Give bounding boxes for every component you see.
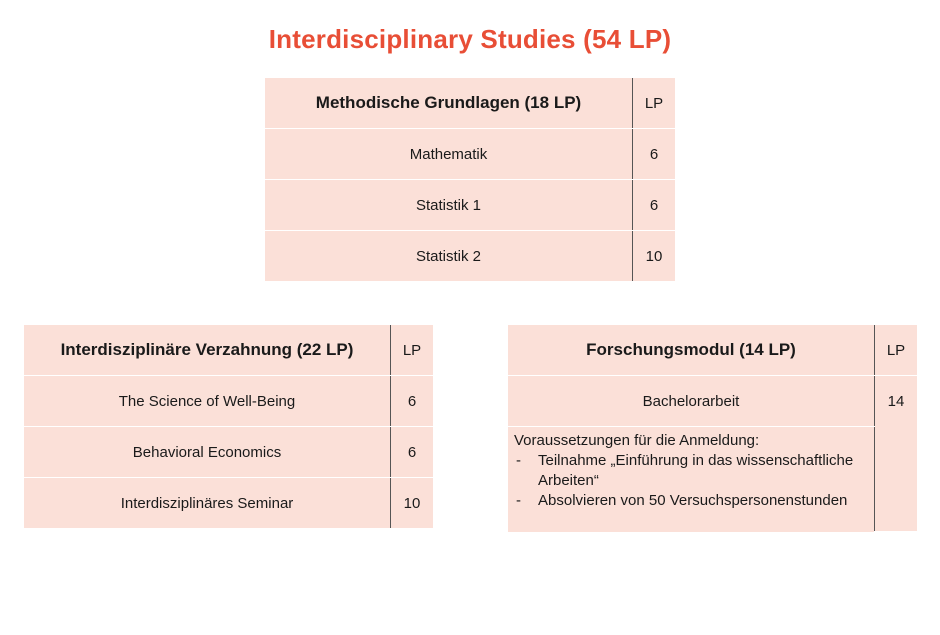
- module-table-interdisziplinaere-verzahnung: [24, 325, 433, 528]
- course-lp: 6: [391, 427, 434, 478]
- course-lp: 6: [633, 129, 676, 180]
- requirements-intro: Voraussetzungen für die Anmeldung:: [514, 432, 760, 449]
- table-row: [24, 427, 433, 478]
- course-name: The Science of Well-Being: [24, 376, 391, 427]
- table-header-row: [508, 325, 917, 376]
- table-row: [265, 180, 675, 231]
- course-lp: 10: [633, 231, 676, 282]
- course-name: Behavioral Economics: [24, 427, 391, 478]
- course-name: Statistik 1: [265, 180, 633, 231]
- module-heading: Methodische Grundlagen (18 LP): [265, 78, 633, 129]
- lp-column-header: LP: [633, 78, 676, 129]
- table-row: [508, 376, 917, 427]
- course-lp: 6: [391, 376, 434, 427]
- table-header-row: [24, 325, 433, 376]
- table-row: [24, 376, 433, 427]
- page-title: Interdisciplinary Studies (54 LP): [268, 24, 672, 54]
- requirement-item: - Teilnahme „Einführung in das wissenschaftliche Arbeiten“: [514, 451, 866, 491]
- course-lp: 14: [875, 376, 918, 532]
- requirement-item: - Absolvieren von 50 Versuchspersonenstunden: [514, 491, 866, 511]
- requirements-list: [514, 451, 866, 511]
- course-lp: 10: [391, 478, 434, 529]
- module-heading: Interdisziplinäre Verzahnung (22 LP): [24, 325, 391, 376]
- table-header-row: [265, 78, 675, 129]
- lp-column-header: LP: [391, 325, 434, 376]
- module-table-methodische-grundlagen: [265, 78, 675, 281]
- course-lp: 6: [633, 180, 676, 231]
- table-row: [265, 231, 675, 282]
- module-heading: Forschungsmodul (14 LP): [508, 325, 875, 376]
- course-name: Bachelorarbeit: [508, 376, 875, 427]
- table-row: [24, 478, 433, 529]
- module-table-forschungsmodul: [508, 325, 917, 532]
- table-row: [265, 129, 675, 180]
- requirements-cell: [508, 427, 875, 532]
- course-name: Statistik 2: [415, 247, 482, 265]
- course-name: Interdisziplinäres Seminar: [120, 494, 294, 512]
- requirements-row: [508, 427, 917, 532]
- lp-column-header: LP: [875, 325, 918, 376]
- course-name: Mathematik: [265, 129, 633, 180]
